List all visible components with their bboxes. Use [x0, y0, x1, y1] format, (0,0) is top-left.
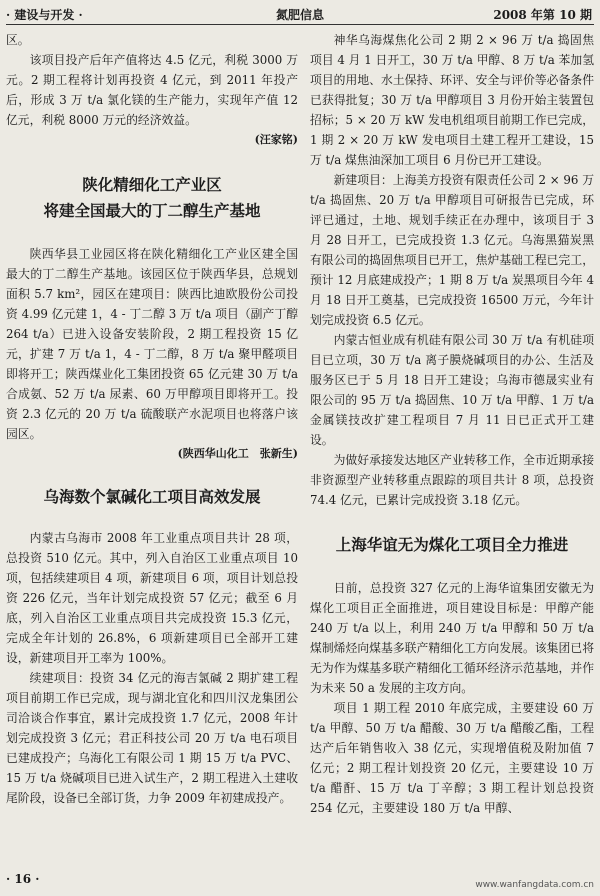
header-rule	[6, 24, 594, 25]
header-issue: 2008 年第 10 期	[493, 8, 592, 22]
article3-paragraph-1: 内蒙古乌海市 2008 年工业重点项目共计 28 项，总投资 510 亿元。其中，列入自治区工业重点项目 10 项，包括续建项目 4 项，新建项目 6 项，项目计划总投资 226 亿元，当年计划完成投资 57 亿元；截至 6 月底，列入自治区工业重点项目共完成投资 15.3 亿元，完成全年计划的 26.8%，6 项新建项目已全部开工建设，新建项目开工率为 100%。	[6, 531, 298, 665]
article3-paragraph-2: 续建项目：投资 34 亿元的海吉氯碱 2 期扩建工程项目前期工作已完成，现与湖北宜化和四川汉龙集团公司洽谈合作事宜，累计完成投资 1.7 亿元，2008 年计划完成投资 3 亿元；君正科技公司 20 万 t/a 电石项目已建成投产；乌海化工有限公司 1 期 15 万 t/a PVC、15 万 t/a 烧碱项目已进入试生产，2 期工程进入土建收尾阶段，设备已全部订货，力争 2009 年初建成投产。	[6, 671, 298, 805]
article3-paragraph-6: 为做好承接发达地区产业转移工作，全市近期承接非资源型产业转移重点跟踪的项目共计 8 项，总投资 74.4 亿元，已累计完成投资 3.18 亿元。	[310, 453, 594, 507]
article3-title: 乌海数个氯碱化工项目高效发展	[43, 488, 261, 506]
header-section: · 建设与开发 ·	[6, 8, 83, 22]
article1-paragraph: 该项目投产后年产值将达 4.5 亿元，利税 3000 万元。2 期工程将计划再投资 4 亿元，到 2011 年投产后，形成 3 万 t/a 氯化镁的生产能力，实现年产值 12 亿元，利税 8000 万元的经济效益。	[6, 53, 298, 127]
article4-paragraph-1: 日前，总投资 327 亿元的上海华谊集团安徽无为煤化工项目正全面推进，项目建设目标是：甲醇产能 240 万 t/a 以上，利用 240 万 t/a 甲醇和 50 万 t/a 煤制烯烃向煤基多联产精细化工方向发展。该集团已将无为作为煤基多联产精细化工循环经济示范基地，并作为未来 50 a 发展的主攻方向。	[310, 581, 594, 695]
header-journal: 氮肥信息	[275, 8, 324, 22]
running-header	[0, 0, 600, 28]
page-number: · 16 ·	[6, 872, 40, 886]
article2-title	[6, 172, 298, 224]
article2-title-line1: 陕化精细化工产业区	[82, 176, 222, 194]
article3-paragraph-3: 神华乌海煤焦化公司 2 期 2 × 96 万 t/a 捣固焦项目 4 月 1 日开工，30 万 t/a 甲醇、8 万 t/a 苯加氢项目的用地、水土保持、环评、安全与评价等必备条件已获得批复；30 万 t/a 甲醇项目 3 月份开始主装置包招标；5 × 20 万 kW 发电机组项目前期工作已完成，1 期 2 × 20 万 kW 发电项目土建工程开工建设，15 万 t/a 煤焦油深加工项目 6 月份已开工建设。	[310, 33, 594, 167]
article3-paragraph-4: 新建项目：上海美方投资有限责任公司 2 × 96 万 t/a 捣固焦、20 万 t/a 甲醇项目可研报告已完成，环评已通过，土地、规划手续正在办理中，该项目于 3 月 28 日开工，已完成投资 1.3 亿元。乌海黑猫炭黑有限公司的捣固焦项目已开工，焦炉基础工程已完工，预计 12 月底建成投产；1 期 8 万 t/a 炭黑项目今年 4 月 18 日开工奠基，已完成投资 16500 万元，今年计划完成投资 6.5 亿元。	[310, 173, 594, 327]
right-column	[310, 30, 594, 818]
article2-paragraph: 陕西华县工业园区将在陕化精细化工产业区建全国最大的丁二醇生产基地。该园区位于陕西华县，总规划面积 5.7 km²，园区在建项目：陕西比迪欧股份公司投资 4.99 亿元建 1，4 - 丁二醇 3 万 t/a 项目（副产丁醇 264 t/a）已进入设备安装阶段，2 期工程投资 15 亿元，扩建 7 万 t/a 1，4 - 丁二醇，8 万 t/a 聚甲醛项目即将开工；陕西煤业化工集团投资 65 亿元建 30 万 t/a 合成氨、52 万 t/a 尿素、60 万甲醇项目即将开工。投资 2.3 亿元的 20 万 t/a 硫酸联产水泥项目也将落户该园区。	[6, 247, 298, 441]
article2-author: (陕西华山化工 张新生)	[177, 447, 298, 460]
article3-paragraph-5: 内蒙古恒业成有机硅有限公司 30 万 t/a 有机硅项目已立项，30 万 t/a 离子膜烧碱项目的办公、生活及服务区已于 5 月 18 日开工建设；乌海市德晟实业有限公司的 95 万 t/a 捣固焦、10 万 t/a 甲醇、1 万 t/a 金属镁技改扩建工程项目 7 月 11 日已正式开工建设。	[310, 333, 594, 447]
article2-title-line2: 将建全国最大的丁二醇生产基地	[43, 202, 261, 220]
article4-title: 上海华谊无为煤化工项目全力推进	[335, 536, 569, 554]
watermark-url: www.wanfangdata.com.cn	[475, 880, 594, 890]
left-column	[6, 30, 298, 808]
left-carryover-text: 区。	[6, 33, 30, 47]
article4-paragraph-2: 项目 1 期工程 2010 年底完成，主要建设 60 万 t/a 甲醇、50 万 t/a 醋酸、30 万 t/a 醋酸乙酯，工程达产后年销售收入 38 亿元，实现增值税及附加值 7 亿元；2 期工程计划投资 20 亿元，主要建设 10 万 t/a 醋酐、15 万 t/a 丁辛醇；3 期工程计划总投资 254 亿元，主要建设 180 万 t/a 甲醇、	[310, 701, 594, 815]
article1-author: (汪家铭)	[254, 133, 298, 146]
